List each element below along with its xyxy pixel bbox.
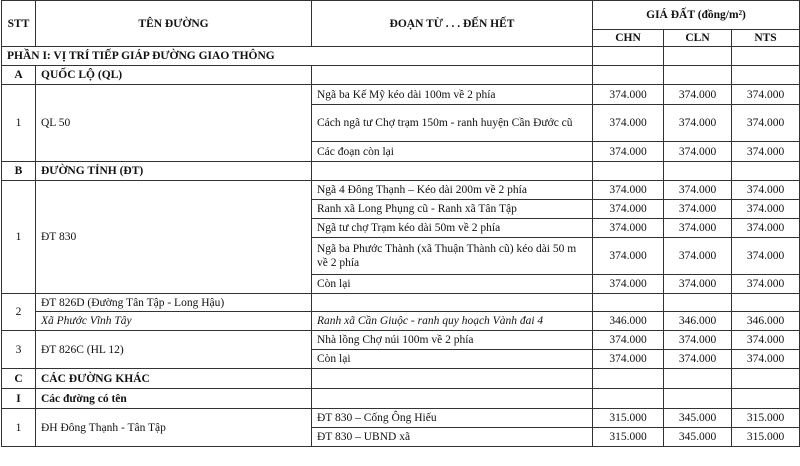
dt826d-sub-name: Xã Phước Vĩnh Tây <box>36 312 312 331</box>
segment-cell: Các đoạn còn lại <box>312 142 593 162</box>
price-nts: 374.000 <box>732 275 800 294</box>
empty-cell <box>664 47 732 66</box>
price-cln: 374.000 <box>664 181 732 200</box>
header-stt: STT <box>2 1 36 47</box>
price-chn: 374.000 <box>593 350 664 369</box>
segment-cell: Nhà lồng Chợ núi 100m về 2 phía <box>312 331 593 350</box>
empty-cell <box>593 369 664 389</box>
price-cln: 374.000 <box>664 350 732 369</box>
price-nts: 374.000 <box>732 85 800 105</box>
section-b-row <box>2 162 800 181</box>
empty-cell <box>593 389 664 409</box>
dt830-name: ĐT 830 <box>36 181 312 294</box>
header-doan: ĐOẠN TỪ . . . ĐẾN HẾT <box>312 1 593 47</box>
price-chn: 374.000 <box>593 200 664 219</box>
section-i-row <box>2 389 800 409</box>
empty-cell <box>593 162 664 181</box>
section-c-stt: C <box>2 369 36 389</box>
section-b-title: ĐƯỜNG TỈNH (ĐT) <box>36 162 312 181</box>
price-chn: 374.000 <box>593 105 664 142</box>
price-nts: 374.000 <box>732 142 800 162</box>
price-cln: 374.000 <box>664 238 732 275</box>
segment-cell: ĐT 830 – UBND xã <box>312 428 593 447</box>
empty-cell <box>732 369 800 389</box>
dh-stt: 1 <box>2 409 36 447</box>
dh-name: ĐH Đông Thạnh - Tân Tập <box>36 409 312 447</box>
section-a-title: QUỐC LỘ (QL) <box>36 66 312 85</box>
price-cln: 374.000 <box>664 275 732 294</box>
empty-cell <box>732 294 800 312</box>
empty-cell <box>732 389 800 409</box>
header-nts: NTS <box>732 30 800 47</box>
price-nts: 315.000 <box>732 409 800 428</box>
part1-title: PHẦN I: VỊ TRÍ TIẾP GIÁP ĐƯỜNG GIAO THÔNG <box>2 47 593 66</box>
section-i-stt: I <box>2 389 36 409</box>
empty-cell <box>664 66 732 85</box>
price-nts: 374.000 <box>732 105 800 142</box>
price-cln: 345.000 <box>664 409 732 428</box>
segment-cell: Ranh xã Long Phụng cũ - Ranh xã Tân Tập <box>312 200 593 219</box>
price-nts: 346.000 <box>732 312 800 331</box>
price-cln: 374.000 <box>664 105 732 142</box>
segment-cell: Ngã 4 Đông Thạnh – Kéo dài 200m về 2 phía <box>312 181 593 200</box>
ql50-stt: 1 <box>2 85 36 162</box>
table-row <box>2 331 800 350</box>
price-nts: 374.000 <box>732 219 800 238</box>
empty-cell <box>664 389 732 409</box>
empty-cell <box>312 66 593 85</box>
section-i-title: Các đường có tên <box>36 389 312 409</box>
empty-cell <box>732 47 800 66</box>
price-cln: 374.000 <box>664 142 732 162</box>
price-nts: 374.000 <box>732 350 800 369</box>
empty-cell <box>593 47 664 66</box>
price-chn: 374.000 <box>593 181 664 200</box>
segment-cell: Ngã tư chợ Trạm kéo dài 50m về 2 phía <box>312 219 593 238</box>
price-chn: 374.000 <box>593 331 664 350</box>
price-chn: 346.000 <box>593 312 664 331</box>
price-nts: 374.000 <box>732 181 800 200</box>
dt826d-stt: 2 <box>2 294 36 331</box>
dt826c-stt: 3 <box>2 331 36 369</box>
price-chn: 374.000 <box>593 85 664 105</box>
table-row <box>2 409 800 428</box>
price-nts: 374.000 <box>732 331 800 350</box>
price-cln: 374.000 <box>664 331 732 350</box>
table-row <box>2 294 800 312</box>
price-chn: 374.000 <box>593 238 664 275</box>
section-c-title: CÁC ĐƯỜNG KHÁC <box>36 369 312 389</box>
land-price-table <box>1 0 800 447</box>
table-row <box>2 85 800 105</box>
section-c-row <box>2 369 800 389</box>
segment-cell: ĐT 830 – Cống Ông Hiếu <box>312 409 593 428</box>
empty-cell <box>312 389 593 409</box>
empty-cell <box>664 369 732 389</box>
segment-cell: Ngã ba Kế Mỹ kéo dài 100m về 2 phía <box>312 85 593 105</box>
section-a-stt: A <box>2 66 36 85</box>
segment-cell: Còn lại <box>312 350 593 369</box>
empty-cell <box>312 162 593 181</box>
empty-cell <box>664 294 732 312</box>
price-chn: 315.000 <box>593 428 664 447</box>
price-cln: 374.000 <box>664 85 732 105</box>
header-ten-duong: TÊN ĐƯỜNG <box>36 1 312 47</box>
table-row <box>2 312 800 331</box>
empty-cell <box>312 369 593 389</box>
empty-cell <box>664 162 732 181</box>
price-chn: 374.000 <box>593 275 664 294</box>
dt826d-name: ĐT 826D (Đường Tân Tập - Long Hậu) <box>36 294 312 312</box>
segment-cell: Ranh xã Cần Giuộc - ranh quy hoạch Vành đai 4 <box>312 312 593 331</box>
section-b-stt: B <box>2 162 36 181</box>
section-a-row <box>2 66 800 85</box>
segment-cell: Còn lại <box>312 275 593 294</box>
empty-cell <box>593 66 664 85</box>
empty-cell <box>312 294 593 312</box>
empty-cell <box>732 66 800 85</box>
segment-cell: Ngã ba Phước Thành (xã Thuận Thành cũ) kéo dài 50 m về 2 phía <box>312 238 593 275</box>
segment-cell: Cách ngã tư Chợ trạm 150m - ranh huyện Cần Đước cũ <box>312 105 593 142</box>
empty-cell <box>732 162 800 181</box>
price-nts: 374.000 <box>732 238 800 275</box>
price-cln: 346.000 <box>664 312 732 331</box>
dt830-stt: 1 <box>2 181 36 294</box>
table-row <box>2 181 800 200</box>
ql50-name: QL 50 <box>36 85 312 162</box>
header-row <box>2 1 800 30</box>
price-chn: 315.000 <box>593 409 664 428</box>
price-cln: 345.000 <box>664 428 732 447</box>
price-chn: 374.000 <box>593 142 664 162</box>
price-cln: 374.000 <box>664 200 732 219</box>
price-cln: 374.000 <box>664 219 732 238</box>
header-chn: CHN <box>593 30 664 47</box>
dt826c-name: ĐT 826C (HL 12) <box>36 331 312 369</box>
price-nts: 374.000 <box>732 200 800 219</box>
part1-row <box>2 47 800 66</box>
price-nts: 315.000 <box>732 428 800 447</box>
price-chn: 374.000 <box>593 219 664 238</box>
empty-cell <box>593 294 664 312</box>
header-gia-dat: GIÁ ĐẤT (đồng/m²) <box>593 1 800 30</box>
header-cln: CLN <box>664 30 732 47</box>
